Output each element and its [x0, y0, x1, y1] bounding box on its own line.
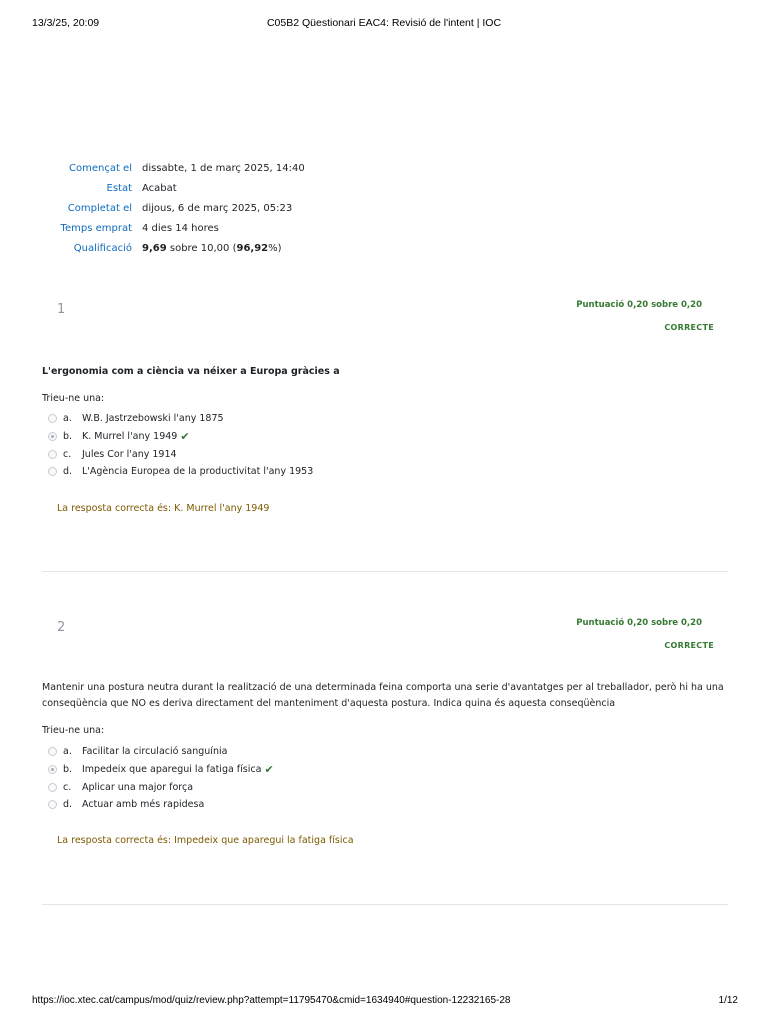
answer-option[interactable] [48, 796, 274, 814]
answer-letter: b. [63, 764, 73, 776]
question-state: CORRECTE [664, 641, 714, 650]
answer-text: Impedeix que aparegui la fatiga física [82, 764, 262, 776]
answer-letter: a. [63, 746, 72, 758]
summary-value: 4 dies 14 hores [142, 222, 219, 234]
summary-time-taken [42, 218, 442, 238]
summary-state [42, 178, 442, 198]
check-icon: ✔ [264, 763, 274, 777]
radio-icon[interactable] [48, 467, 57, 476]
question-text: L'ergonomia com a ciència va néixer a Europa gràcies a [42, 366, 340, 377]
answer-option[interactable] [48, 428, 313, 446]
question-state: CORRECTE [664, 323, 714, 332]
grade-percent: 96,92 [236, 242, 269, 254]
radio-icon[interactable] [48, 414, 57, 423]
summary-started [42, 158, 442, 178]
answer-letter: b. [63, 431, 73, 443]
question-number: 2 [57, 620, 66, 635]
answer-option[interactable] [48, 743, 274, 761]
divider [42, 571, 728, 572]
answer-list [48, 743, 274, 814]
print-header [32, 17, 736, 31]
question-score: Puntuació 0,20 sobre 0,20 [576, 300, 702, 310]
radio-icon[interactable] [48, 765, 57, 774]
page-counter: 1/12 [718, 995, 738, 1006]
question-text: Mantenir una postura neutra durant la realització de una determinada feina comporta una serie d'avantatges per al treballador, però hi ha una conseqüència que NO es deriva directament del manteniment d'aquesta postura. Indica quina és aquesta conseqüència [42, 682, 724, 709]
summary-value: dissabte, 1 de març 2025, 14:40 [142, 162, 305, 174]
print-date: 13/3/25, 20:09 [32, 17, 100, 29]
answer-letter: a. [63, 413, 72, 425]
summary-completed [42, 198, 442, 218]
answer-option[interactable] [48, 445, 313, 463]
answer-option[interactable] [48, 778, 274, 796]
print-url: https://ioc.xtec.cat/campus/mod/quiz/review.php?attempt=11795470&cmid=1634940#question-12232165-28 [32, 995, 511, 1006]
answer-option[interactable] [48, 761, 274, 779]
answer-option[interactable] [48, 463, 313, 481]
answer-text: Jules Cor l'any 1914 [82, 448, 177, 460]
print-title: C05B2 Qüestionari EAC4: Revisió de l'intent | IOC [266, 17, 502, 29]
right-answer: La resposta correcta és: K. Murrel l'any 1949 [57, 503, 270, 514]
question-prompt: Trieu-ne una: [42, 393, 105, 404]
print-footer [32, 995, 738, 1009]
answer-text: Aplicar una major força [82, 781, 194, 793]
radio-icon[interactable] [48, 747, 57, 756]
answer-list [48, 410, 313, 481]
grade-text: sobre 10,00 ( [166, 242, 237, 254]
question-prompt: Trieu-ne una: [42, 725, 105, 736]
grade-value: 9,69 [142, 242, 167, 254]
radio-icon[interactable] [48, 432, 57, 441]
radio-icon[interactable] [48, 450, 57, 459]
answer-letter: c. [63, 448, 72, 460]
summary-label: Començat el [69, 162, 132, 174]
grade-text-end: %) [268, 242, 282, 254]
answer-text: L'Agència Europea de la productivitat l'any 1953 [82, 466, 314, 478]
answer-text: K. Murrel l'any 1949 [82, 431, 178, 443]
answer-letter: c. [63, 781, 72, 793]
summary-value: Acabat [142, 182, 177, 194]
summary-value: dijous, 6 de març 2025, 05:23 [142, 202, 293, 214]
question-score: Puntuació 0,20 sobre 0,20 [576, 618, 702, 628]
check-icon: ✔ [180, 430, 190, 444]
radio-icon[interactable] [48, 800, 57, 809]
summary-label: Completat el [67, 202, 132, 214]
question-number: 1 [57, 302, 66, 317]
answer-text: Actuar amb més rapidesa [82, 799, 205, 811]
summary-value [142, 243, 282, 254]
summary-label: Temps emprat [60, 222, 132, 234]
radio-icon[interactable] [48, 783, 57, 792]
summary-label: Qualificació [73, 242, 132, 254]
right-answer: La resposta correcta és: Impedeix que aparegui la fatiga física [57, 835, 354, 846]
answer-letter: d. [63, 799, 73, 811]
summary-label: Estat [106, 182, 132, 194]
answer-text: W.B. Jastrzebowski l'any 1875 [82, 413, 224, 425]
answer-letter: d. [63, 466, 73, 478]
summary-grade [42, 238, 442, 258]
attempt-summary [42, 158, 442, 258]
answer-text: Facilitar la circulació sanguínia [82, 746, 228, 758]
divider [42, 904, 728, 905]
answer-option[interactable] [48, 410, 313, 428]
